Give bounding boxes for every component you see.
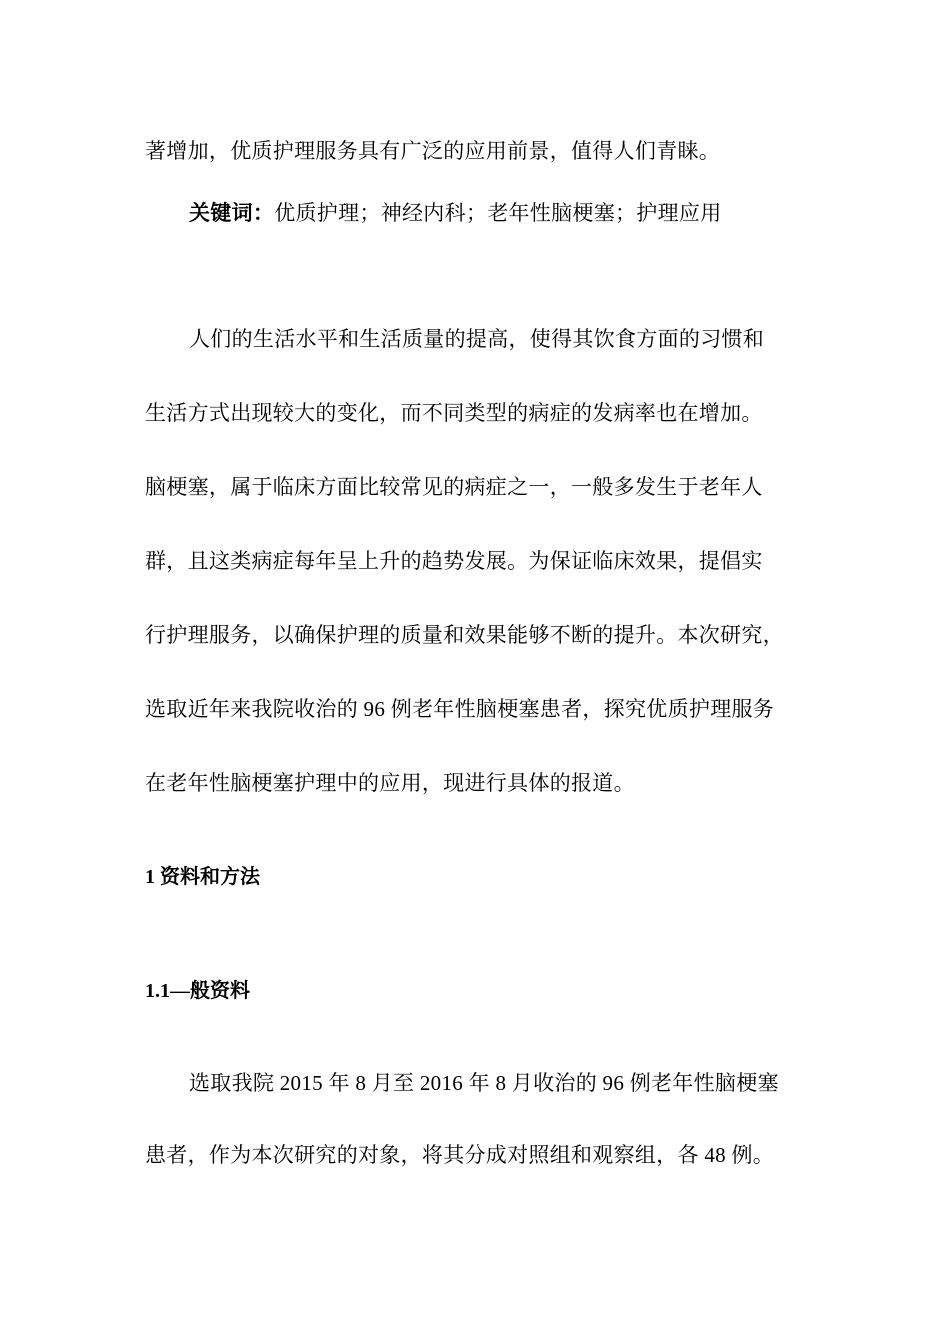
intro-line-7: 在老年性脑梗塞护理中的应用，现进行具体的报道。 <box>145 771 635 795</box>
intro-line-6: 选取近年来我院收治的 96 例老年性脑梗塞患者，探究优质护理服务 <box>145 697 775 721</box>
section-1-1-line-2: 患者，作为本次研究的对象，将其分成对照组和观察组，各 48 例。 <box>145 1143 775 1167</box>
abstract-tail-line: 著增加，优质护理服务具有广泛的应用前景，值得人们青睐。 <box>145 139 721 163</box>
section-1-1-line-1: 选取我院 2015 年 8 月至 2016 年 8 月收治的 96 例老年性脑梗塞 <box>189 1071 779 1095</box>
keywords-text: 优质护理；神经内科；老年性脑梗塞；护理应用 <box>274 201 722 225</box>
section-heading-1: 1 资料和方法 <box>145 866 260 888</box>
intro-line-5: 行护理服务，以确保护理的质量和效果能够不断的提升。本次研究， <box>145 623 784 647</box>
keywords-line <box>189 198 869 228</box>
intro-line-4: 群，且这类病症每年呈上升的趋势发展。为保证临床效果，提倡实 <box>145 549 763 573</box>
section-heading-1-1: 1.1—般资料 <box>145 980 250 1002</box>
intro-line-2: 生活方式出现较大的变化，而不同类型的病症的发病率也在增加。 <box>145 401 763 425</box>
intro-line-3: 脑梗塞，属于临床方面比较常见的病症之一，一般多发生于老年人 <box>145 475 763 499</box>
intro-line-1: 人们的生活水平和生活质量的提高，使得其饮食方面的习惯和 <box>189 327 765 351</box>
keywords-label: 关键词： <box>189 201 275 225</box>
